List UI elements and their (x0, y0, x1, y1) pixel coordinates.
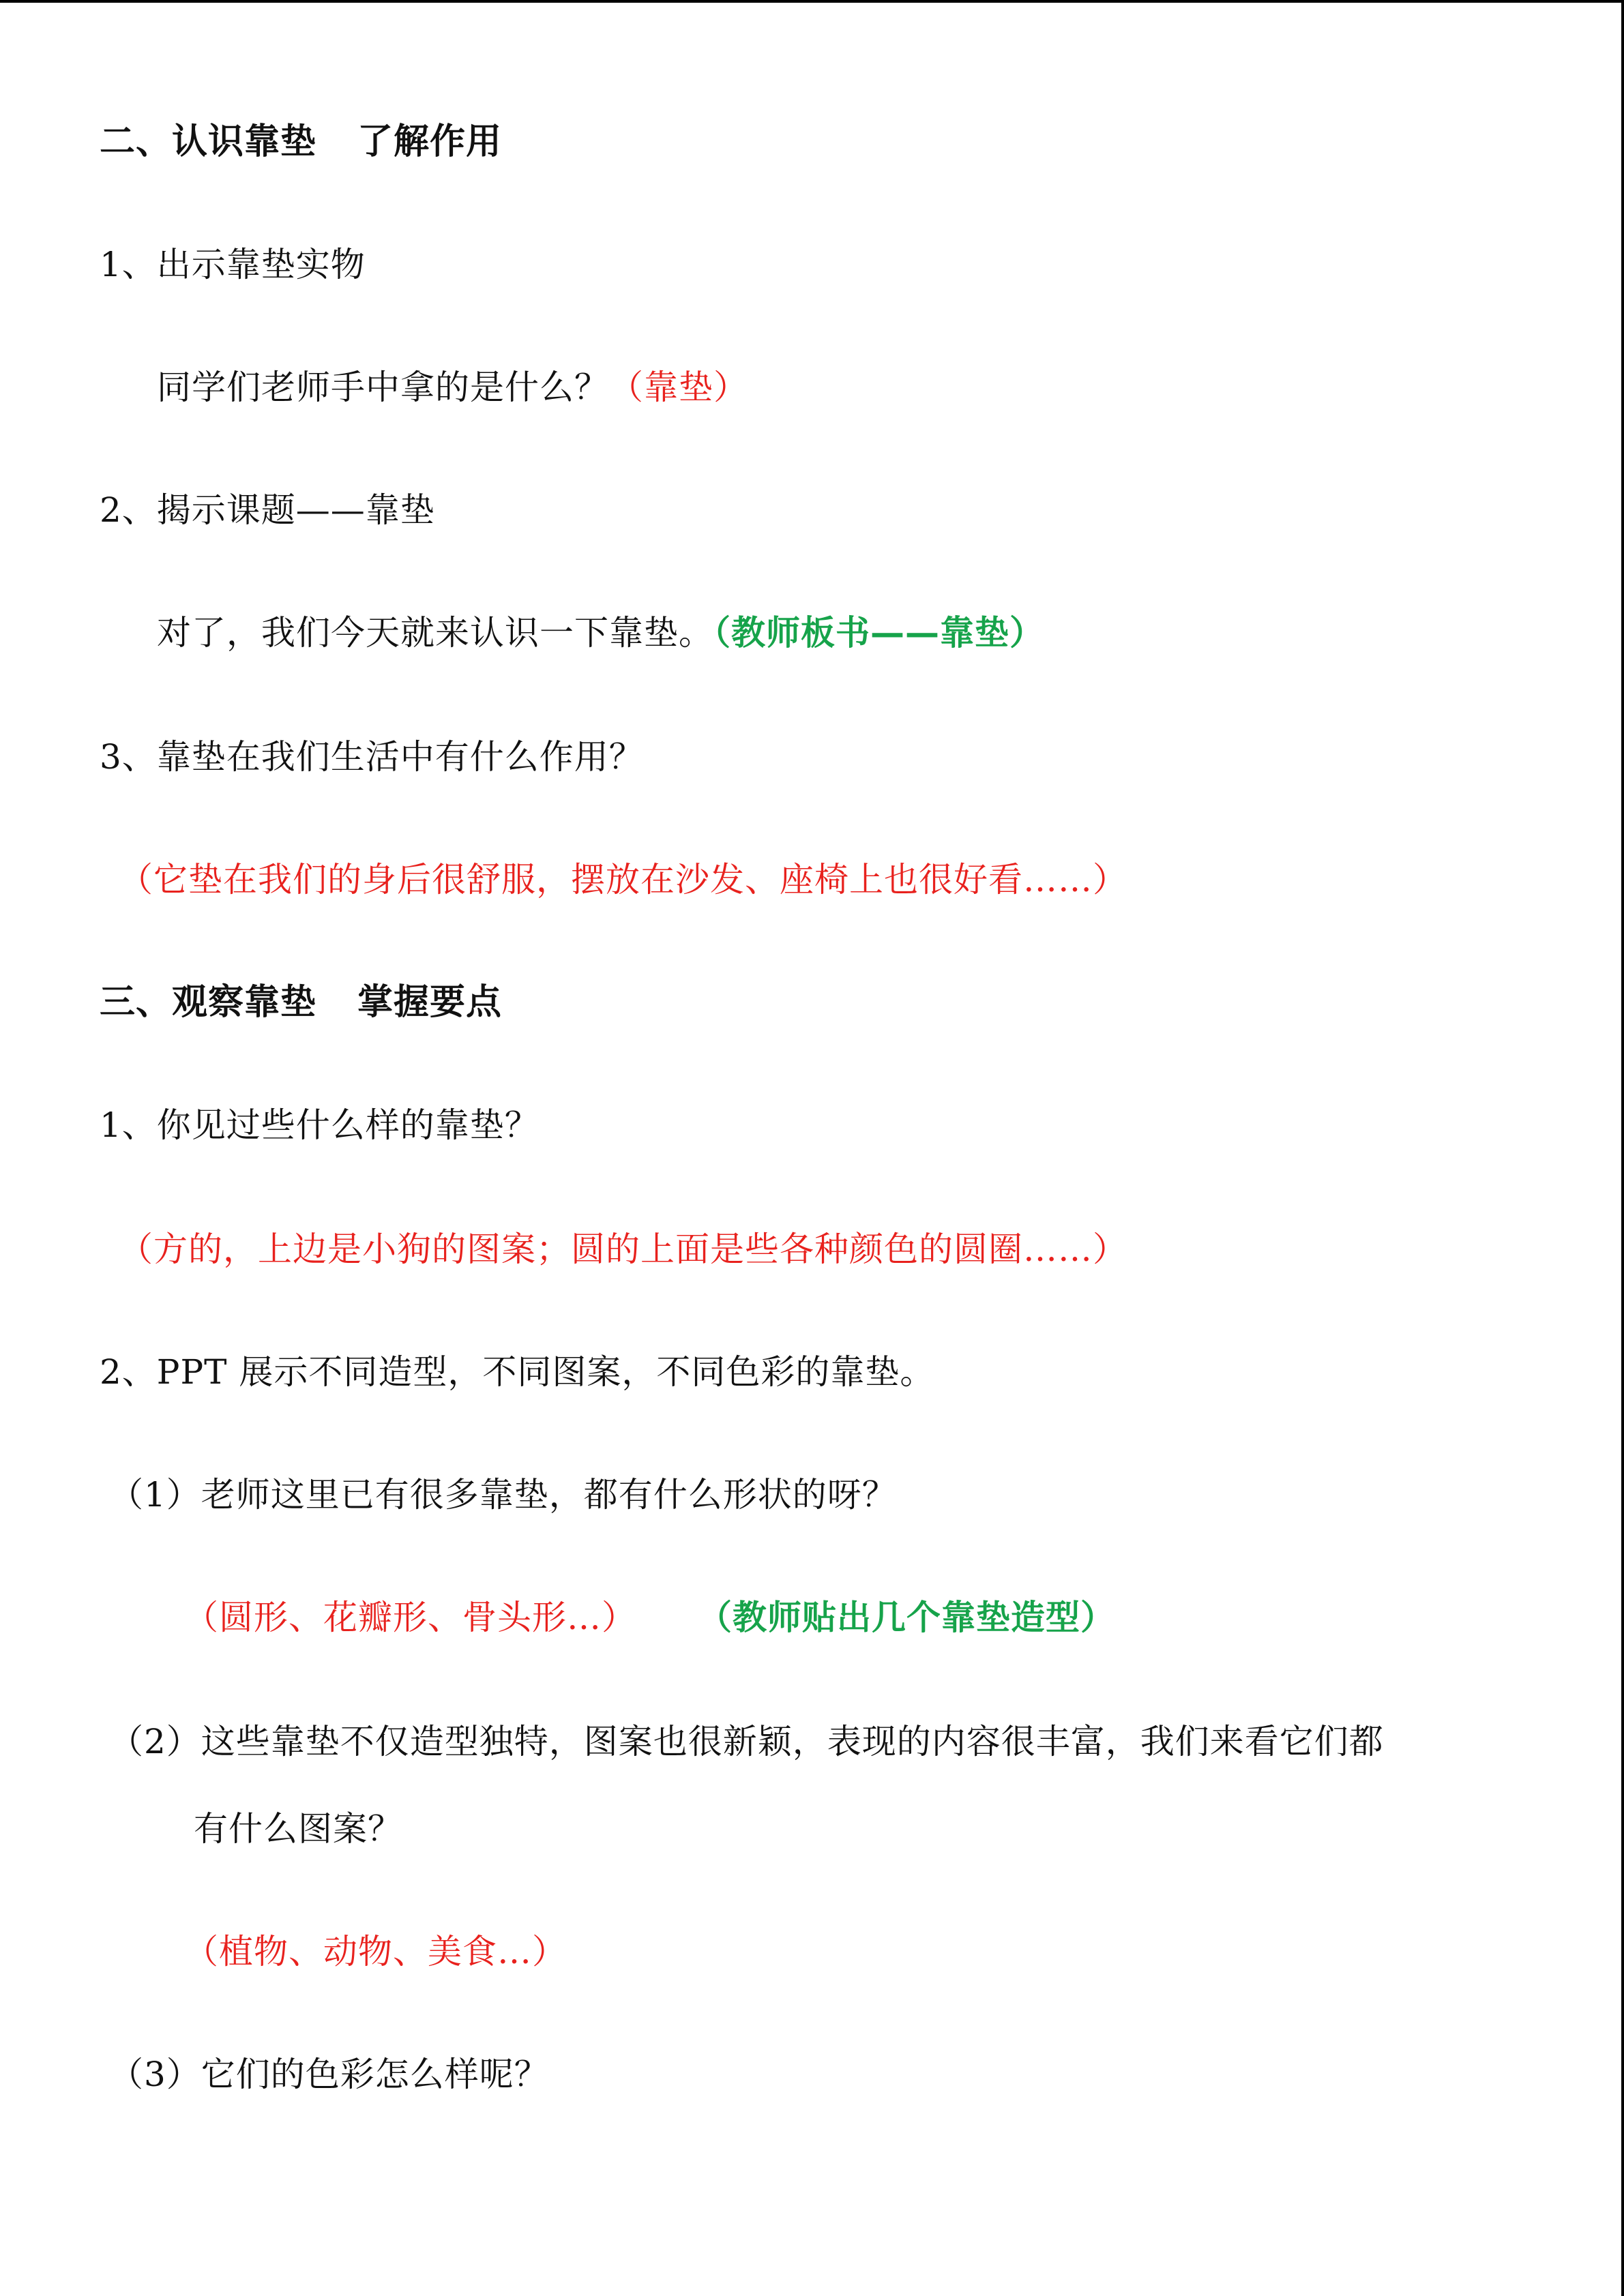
answer-2-3: （它垫在我们的身后很舒服，摆放在沙发、座椅上也很好看……） (119, 860, 1127, 899)
section-2-title-a: 二、认识靠垫 (100, 121, 317, 162)
question-2-1 (157, 366, 748, 409)
sub-item-3-2-3: （3）它们的色彩怎么样呢？ (109, 2055, 549, 2094)
answer-2-1: （靠垫） (609, 368, 748, 407)
answer-3-1: （方的，上边是小狗的图案；圆的上面是些各种颜色的圆圈……） (119, 1229, 1127, 1269)
answer-3-2-1: （圆形、花瓣形、骨头形…） (184, 1598, 636, 1637)
section-3-title-b: 掌握要点 (357, 982, 503, 1023)
item-3-1: 1、你见过些什么样的靠垫？ (100, 1105, 540, 1145)
answer-3-2-2: （植物、动物、美食…） (184, 1932, 567, 1971)
sub-item-3-2-1-answers (184, 1596, 1115, 1639)
section-2-heading (100, 120, 502, 164)
item-2-2: 2、揭示课题——靠垫 (100, 490, 435, 530)
section-3-title-a: 三、观察靠垫 (100, 982, 317, 1023)
section-2-title-b: 了解作用 (357, 121, 503, 162)
sub-item-3-2-2-line-2: 有什么图案？ (194, 1809, 402, 1849)
question-2-2 (157, 611, 1044, 655)
note-2-2: （教师板书——靠垫） (713, 613, 1044, 653)
sub-item-3-2-1: （1）老师这里已有很多靠垫，都有什么形状的呀？ (109, 1475, 897, 1515)
item-2-3: 3、靠垫在我们生活中有什么作用？ (100, 737, 644, 777)
note-3-2-1: （教师贴出几个靠垫造型） (698, 1598, 1115, 1637)
question-2-1-text: 同学们老师手中拿的是什么？ (157, 368, 609, 407)
item-3-2: 2、PPT 展示不同造型，不同图案，不同色彩的靠垫。 (100, 1352, 935, 1392)
question-2-2-text: 对了，我们今天就来认识一下靠垫。 (157, 613, 713, 653)
section-3-heading (100, 981, 502, 1024)
item-2-1: 1、出示靠垫实物 (100, 245, 366, 284)
sub-item-3-2-2-line-1: （2）这些靠垫不仅造型独特，图案也很新颖，表现的内容很丰富，我们来看它们都 (109, 1722, 1384, 1761)
